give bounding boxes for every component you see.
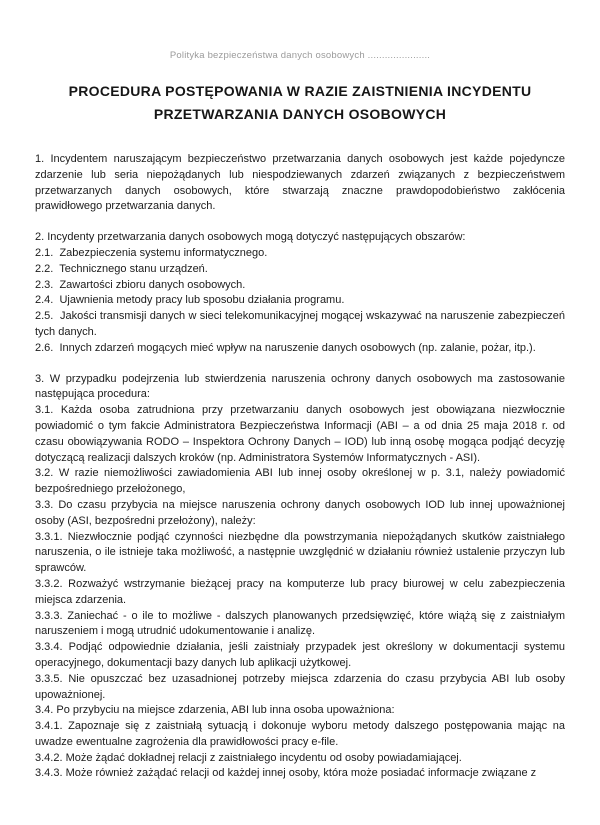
list-item-3-3-4: 3.3.4. Podjąć odpowiednie działania, jeśli zaistniały przypadek jest określony w dokumentacji systemu operacyjnego, dokumentacji bazy danych lub aplikacji użytkowej. — [35, 641, 565, 669]
list-item-3-3: 3.3. Do czasu przybycia na miejsce naruszenia ochrony danych osobowych IOD lub innej upoważnionej osoby (ASI, bezpośredni przełożony), należy: — [35, 498, 565, 527]
list-item-3-4-3: 3.4.3. Może również zażądać relacji od każdej innej osoby, która może posiadać informacje związane z — [35, 767, 537, 780]
document-body — [35, 152, 565, 782]
list-item-3-3-2: 3.3.2. Rozważyć wstrzymanie bieżącej pracy na komputerze lub pracy biurowej w celu zabezpieczenia miejsca zdarzenia. — [35, 577, 565, 606]
list-item-3-4-2: 3.4.2. Może żądać dokładnej relacji z zaistniałego incydentu od osoby powiadamiającej. — [35, 751, 462, 764]
page-title-line-2: PRZETWARZANIA DANYCH OSOBOWYCH — [153, 106, 447, 122]
list-item-3-1: 3.1. Każda osoba zatrudniona przy przetwarzaniu danych osobowych jest obowiązana niezwłocznie powiadomić o tym fakcie Administratora Bezpieczeństwa Informacji (ABI – a od dnia 25 maja 2018 r. od czasu obowiązywania RODO – Inspektora Ochrony Danych – IOD) lub inną osobę mogąca podjąć decyzję dotyczącą realizacji dalszych kroków (np. Administratora Systemów Informatycznych - ASI). — [35, 404, 565, 464]
list-item-2-6: 2.6. Innych zdarzeń mogących mieć wpływ na naruszenie danych osobowych (np. zalanie, pożar, itp.). — [35, 341, 536, 354]
list-item-3-2: 3.2. W razie niemożliwości zawiadomienia ABI lub innej osoby określonej w p. 3.1, należy powiadomić bezpośredniego przełożonego, — [35, 467, 565, 496]
list-item-3-3-5: 3.3.5. Nie opuszczać bez uzasadnionej potrzeby miejsca zdarzenia do czasu przybycia ABI lub osoby upoważnionej. — [35, 672, 565, 701]
list-item-2-5: 2.5. Jakości transmisji danych w sieci telekomunikacyjnej mogącej wskazywać na naruszenie zabezpieczeń tych danych. — [35, 310, 565, 338]
list-item-3-3-3: 3.3.3. Zaniechać - o ile to możliwe - dalszych planowanych przedsięwzięć, które wiążą się z zaistniałym naruszeniem i mogą utrudnić udokumentowanie i analizę. — [35, 609, 565, 638]
running-header: Polityka bezpieczeństwa danych osobowych ...................... — [169, 50, 431, 61]
page-title — [35, 80, 565, 126]
list-item-2-2: 2.2. Technicznego stanu urządzeń. — [35, 262, 208, 275]
paragraph-1: 1. Incydentem naruszającym bezpieczeństwo przetwarzania danych osobowych jest każde pojedyncze zdarzenie lub seria niepożądanych lub niespodziewanych zdarzeń związanych z bezpieczeństwem przetwarzanych danych osobowych, które stwarzają znaczne prawdopodobieństwo zakłócenia prawidłowego przetwarzania danych. — [35, 153, 565, 213]
list-item-3-3-1: 3.3.1. Niezwłocznie podjąć czynności niezbędne dla powstrzymania niepożądanych skutków zaistniałego naruszenia, o ile istnieje taka możliwość, a następnie uwzględnić w działaniu również ustalenie przyczyn lub sprawców. — [35, 530, 565, 575]
list-item-3-4: 3.4. Po przybyciu na miejsce zdarzenia, ABI lub inna osoba upoważniona: — [35, 704, 395, 717]
section-3-heading: 3. W przypadku podejrzenia lub stwierdzenia naruszenia ochrony danych osobowych ma zastosowanie następująca procedura: — [35, 372, 565, 401]
list-item-2-1: 2.1. Zabezpieczenia systemu informatycznego. — [35, 246, 268, 259]
section-2-heading: 2. Incydenty przetwarzania danych osobowych mogą dotyczyć następujących obszarów: — [35, 231, 466, 244]
list-item-3-4-1: 3.4.1. Zapoznaje się z zaistniałą sytuacją i dokonuje wyboru metody dalszego postępowania mając na uwadze ewentualne zagrożenia dla prawidłowości pracy e-file. — [35, 720, 565, 748]
list-item-2-3: 2.3. Zawartości zbioru danych osobowych. — [35, 278, 246, 291]
list-item-2-4: 2.4. Ujawnienia metody pracy lub sposobu działania programu. — [35, 294, 345, 307]
page-title-line-1: PROCEDURA POSTĘPOWANIA W RAZIE ZAISTNIENIA INCYDENTU — [68, 83, 532, 99]
